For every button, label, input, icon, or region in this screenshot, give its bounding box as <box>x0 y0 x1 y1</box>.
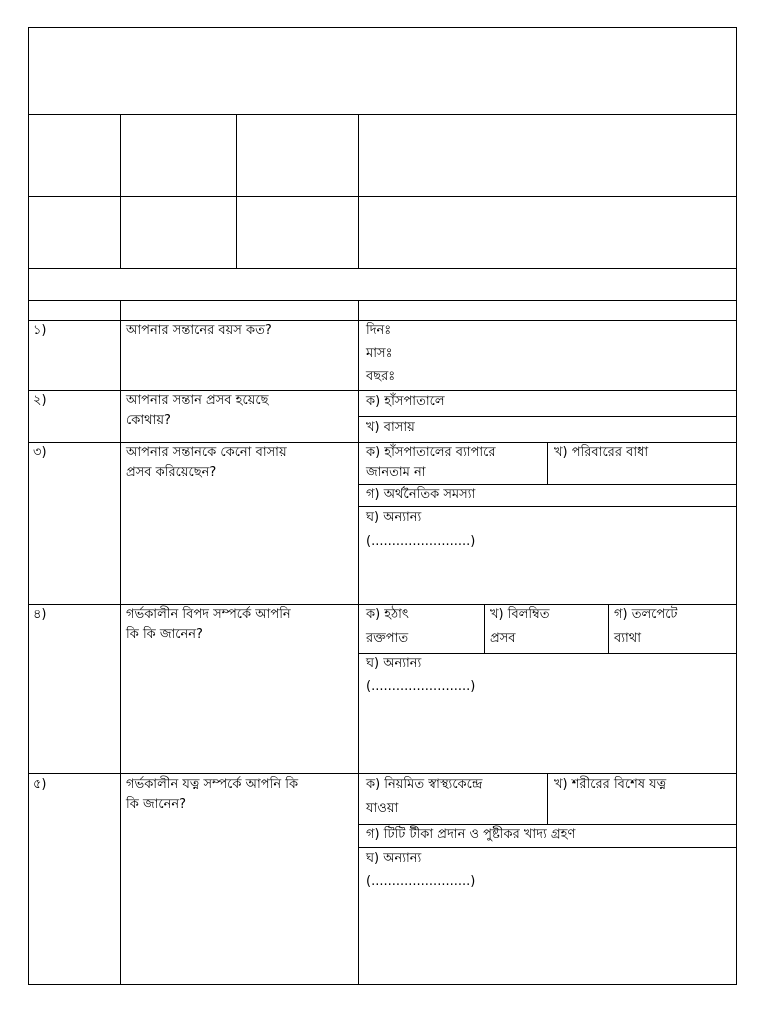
row-number: ৫) <box>33 777 47 792</box>
answer-option: জানতাম না <box>366 465 426 480</box>
column-divider <box>358 300 359 985</box>
answer-days-label: দিনঃ <box>366 323 392 338</box>
answer-option: ক) নিয়মিত স্বাস্থ্যকেন্দ্রে <box>366 777 483 792</box>
column-divider <box>120 114 121 268</box>
column-divider <box>358 114 359 268</box>
question-text: কি কি জানেন? <box>126 627 203 642</box>
row-number: ৩) <box>33 445 47 460</box>
question-text: প্রসব করিয়েছেন? <box>126 465 217 480</box>
answer-other: ঘ) অন্যান্য <box>366 656 422 671</box>
answer-other-blank: (........................) <box>366 534 476 549</box>
answer-option: খ) বাসায় <box>366 420 415 435</box>
answer-option: রক্তপাত <box>366 631 409 646</box>
answer-option: খ) বিলম্বিত <box>490 607 550 622</box>
answer-cell-divider <box>608 604 609 653</box>
answer-other-blank: (........................) <box>366 874 476 889</box>
answer-option: ক) হাঁসপাতালে <box>366 394 445 409</box>
answer-divider <box>358 416 737 417</box>
answer-option: ক) হঠাৎ <box>366 607 409 622</box>
answer-option: গ) টিটি টীকা প্রদান ও পুষ্টীকর খাদ্য গ্রহণ <box>366 827 576 842</box>
row-divider <box>28 196 737 197</box>
question-text: গর্ভকালীন বিপদ সম্পর্কে আপনি <box>126 607 291 622</box>
table-border-top <box>28 27 737 28</box>
question-text: কি জানেন? <box>126 797 186 812</box>
question-text: আপনার সন্তান প্রসব হয়েছে <box>126 393 269 408</box>
row-number: ২) <box>33 393 47 408</box>
answer-option: ক) হাঁসপাতালের ব্যাপারে <box>366 445 496 460</box>
column-divider <box>236 114 237 268</box>
row-divider <box>28 268 737 269</box>
row-divider <box>28 300 737 301</box>
column-divider <box>120 300 121 985</box>
answer-other: ঘ) অন্যান্য <box>366 510 422 525</box>
answer-cell-divider <box>547 773 548 824</box>
answer-option: ব্যাথা <box>614 631 641 646</box>
answer-cell-divider <box>484 604 485 653</box>
row-divider <box>28 114 737 115</box>
question-text: গর্ভকালীন যত্ন সম্পর্কে আপনি কি <box>126 777 299 792</box>
question-text: কোথায়? <box>126 413 171 428</box>
row-number: ১) <box>33 323 47 338</box>
question-text: আপনার সন্তানের বয়স কত? <box>126 323 272 338</box>
answer-months-label: মাসঃ <box>366 346 393 361</box>
answer-cell-divider <box>547 442 548 484</box>
answer-option: খ) শরীরের বিশেষ যত্ন <box>554 777 667 792</box>
table-border-left <box>28 27 29 985</box>
answer-years-label: বছরঃ <box>366 369 396 384</box>
table-border-bottom <box>28 984 737 985</box>
answer-other: ঘ) অন্যান্য <box>366 851 422 866</box>
table-border-right <box>736 27 737 985</box>
answer-other-blank: (........................) <box>366 679 476 694</box>
answer-option: গ) অর্থনৈতিক সমস্যা <box>366 487 476 502</box>
question-text: আপনার সন্তানকে কেনো বাসায় <box>126 445 287 460</box>
answer-option: খ) পরিবারের বাধা <box>554 445 649 460</box>
answer-option: প্রসব <box>490 631 516 646</box>
answer-option: গ) তলপেটে <box>614 607 678 622</box>
answer-option: যাওয়া <box>366 801 399 816</box>
row-number: ৪) <box>33 607 47 622</box>
